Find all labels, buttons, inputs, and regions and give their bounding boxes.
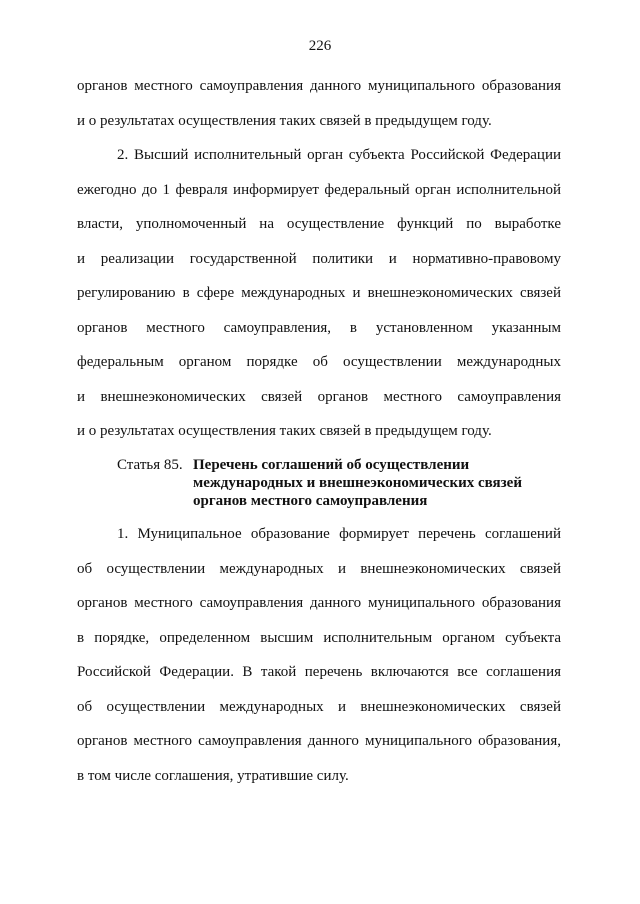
text-line: 1. Муниципальное образование формирует перечень соглашений: [117, 526, 561, 542]
article-title-line: международных и внешнеэкономических связей: [193, 475, 522, 491]
article-paragraph-1: [77, 522, 561, 798]
paragraph-2: [77, 143, 561, 454]
text-line: в порядке, определенном высшим исполнительным органом субъекта: [77, 629, 561, 646]
text-line: и о результатах осуществления таких связей в предыдущем году.: [77, 112, 492, 129]
text-line: и о результатах осуществления таких связей в предыдущем году.: [77, 423, 492, 439]
text-line: 2. Высший исполнительный орган субъекта Российской Федерации: [117, 147, 561, 163]
text-line: и внешнеэкономических связей органов местного самоуправления: [77, 388, 561, 405]
article-title: [193, 456, 533, 510]
paragraph-continuation: [77, 74, 561, 143]
article-title-line: органов местного самоуправления: [193, 493, 428, 509]
text-line: органов местного самоуправления данного муниципального образования: [77, 78, 561, 94]
text-line: и реализации государственной политики и нормативно-правовому: [77, 250, 561, 267]
text-line: органов местного самоуправления данного муниципального образования: [77, 595, 561, 611]
text-line: федеральным органом порядке об осуществлении международных: [77, 354, 561, 370]
text-line: об осуществлении международных и внешнеэкономических связей: [77, 560, 561, 577]
text-line: регулированию в сфере международных и внешнеэкономических связей: [77, 285, 561, 301]
text-line: власти, уполномоченный на осуществление функций по выработке: [77, 216, 561, 232]
text-line: Российской Федерации. В такой перечень включаются все соглашения: [77, 664, 561, 680]
text-line: ежегодно до 1 февраля информирует федеральный орган исполнительной: [77, 181, 561, 198]
text-line: в том числе соглашения, утратившие силу.: [77, 767, 349, 784]
article-number: Статья 85.: [117, 457, 183, 473]
text-line: об осуществлении международных и внешнеэкономических связей: [77, 698, 561, 715]
text-line: органов местного самоуправления, в установленном указанным: [77, 319, 561, 336]
page-number: 226: [308, 38, 332, 54]
text-line: органов местного самоуправления данного муниципального образования,: [77, 733, 561, 749]
article-title-line: Перечень соглашений об осуществлении: [193, 457, 470, 473]
